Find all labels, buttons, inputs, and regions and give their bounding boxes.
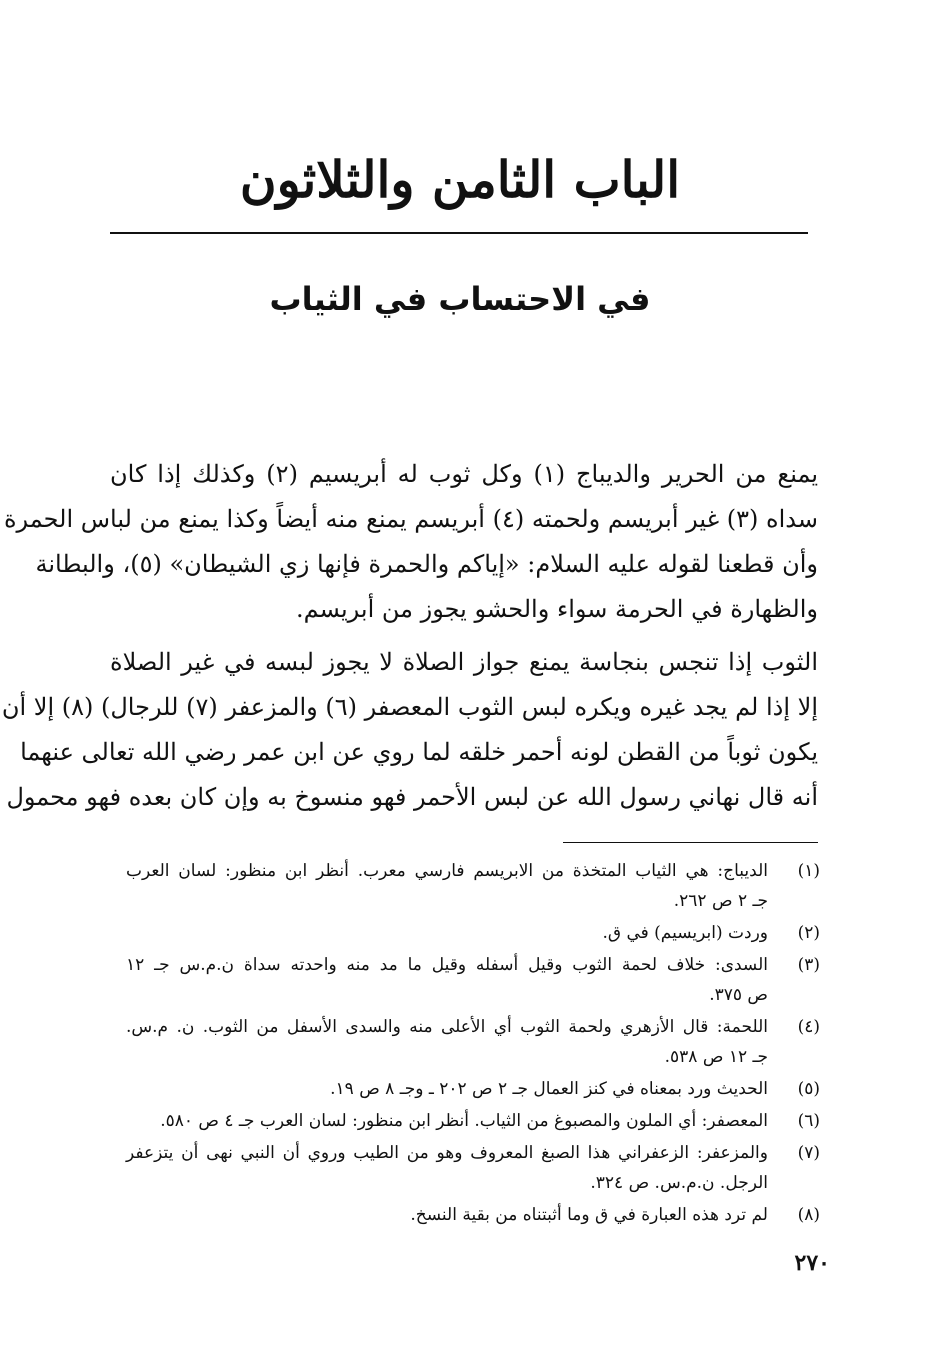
footnote-number: (٣) bbox=[797, 955, 820, 975]
footnotes bbox=[126, 856, 820, 1232]
text-line: أنه قال نهاني رسول الله عن لبس الأحمر فهو منسوخ به وإن كان بعده فهو محمول bbox=[6, 783, 818, 811]
footnote-line: والمزعفر: الزعفراني هذا الصبغ المعروف وهو من الطيب وروي أن النبي نهى أن يتزعفر bbox=[126, 1143, 768, 1163]
footnote-number: (٦) bbox=[797, 1111, 820, 1131]
footnote-line: لم ترد هذه العبارة في ق وما أثبتناه من بقية النسخ. bbox=[410, 1205, 768, 1225]
page-number: ٢٧٠ bbox=[794, 1250, 830, 1276]
text-line: سداه (٣) غير أبريسم ولحمته (٤) أبريسم يمنع منه أيضاً وكذا يمنع من لباس الحمرة bbox=[3, 505, 818, 533]
footnote-line: جـ ٢ ص ٢٦٢. bbox=[673, 891, 768, 911]
footnote-line: الرجل. ن.م.س. ص ٣٢٤. bbox=[590, 1173, 768, 1193]
footnote-number: (٧) bbox=[797, 1143, 820, 1163]
section-subtitle: في الاحتساب في الثياب bbox=[269, 280, 651, 318]
footnote bbox=[126, 1012, 820, 1072]
footnote-line: الديباج: هي الثياب المتخذة من الابريسم فارسي معرب. أنظر ابن منظور: لسان العرب bbox=[126, 861, 768, 881]
footnote-number: (٢) bbox=[797, 923, 820, 943]
footnote-number: (١) bbox=[797, 861, 820, 881]
footnote bbox=[126, 856, 820, 916]
footnote bbox=[126, 1200, 820, 1230]
footnote-number: (٥) bbox=[797, 1079, 820, 1099]
footnote-line: السدى: خلاف لحمة الثوب وقيل أسفله وقيل ما مد منه واحدته سداة ن.م.س جـ ١٢ bbox=[126, 955, 768, 975]
text-line: والظهارة في الحرمة سواء والحشو يجوز من أبريسم. bbox=[295, 595, 818, 623]
footnote bbox=[126, 1138, 820, 1198]
chapter-title: الباب الثامن والثلاثون bbox=[239, 150, 681, 209]
paragraph bbox=[3, 452, 819, 632]
footnote-number: (٨) bbox=[797, 1205, 820, 1225]
footnote bbox=[126, 918, 820, 948]
text-line: الثوب إذا تنجس بنجاسة يمنع جواز الصلاة لا يجوز لبسه في غير الصلاة bbox=[110, 648, 818, 676]
footnote-divider bbox=[563, 842, 818, 843]
footnote-line: وردت (ابريسيم) في ق. bbox=[602, 923, 768, 943]
text-line: يكون ثوباً من القطن لونه أحمر خلقه لما روي عن ابن عمر رضي الله تعالى عنهما bbox=[20, 738, 818, 766]
text-line: يمنع من الحرير والديباج (١) وكل ثوب له أبريسيم (٢) وكذلك إذا كان bbox=[110, 460, 819, 488]
text-line: إلا إذا لم يجد غيره ويكره لبس الثوب المعصفر (٦) والمزعفر (٧) للرجال) (٨) إلا أن bbox=[1, 693, 818, 721]
footnote bbox=[126, 950, 820, 1010]
footnote-line: ص ٣٧٥. bbox=[709, 985, 768, 1005]
footnote bbox=[126, 1106, 820, 1136]
footnote-number: (٤) bbox=[797, 1017, 820, 1037]
title-divider bbox=[110, 232, 808, 234]
footnote-line: المعصفر: أي الملون والمصبوغ من الثياب. أنظر ابن منظور: لسان العرب جـ ٤ ص ٥٨٠. bbox=[160, 1111, 768, 1131]
footnote-line: اللحمة: قال الأزهري ولحمة الثوب أي الأعلى منه والسدى الأسفل من الثوب. ن. م.س. bbox=[126, 1017, 768, 1037]
footnote-line: الحديث ورد بمعناه في كنز العمال جـ ٢ ص ٢٠٢ ـ وجـ ٨ ص ١٩. bbox=[330, 1079, 768, 1099]
footnote bbox=[126, 1074, 820, 1104]
footnote-line: جـ ١٢ ص ٥٣٨. bbox=[664, 1047, 768, 1067]
paragraph bbox=[1, 640, 818, 820]
text-line: وأن قطعنا لقوله عليه السلام: «إياكم والحمرة فإنها زي الشيطان» (٥)، والبطانة bbox=[35, 550, 818, 578]
